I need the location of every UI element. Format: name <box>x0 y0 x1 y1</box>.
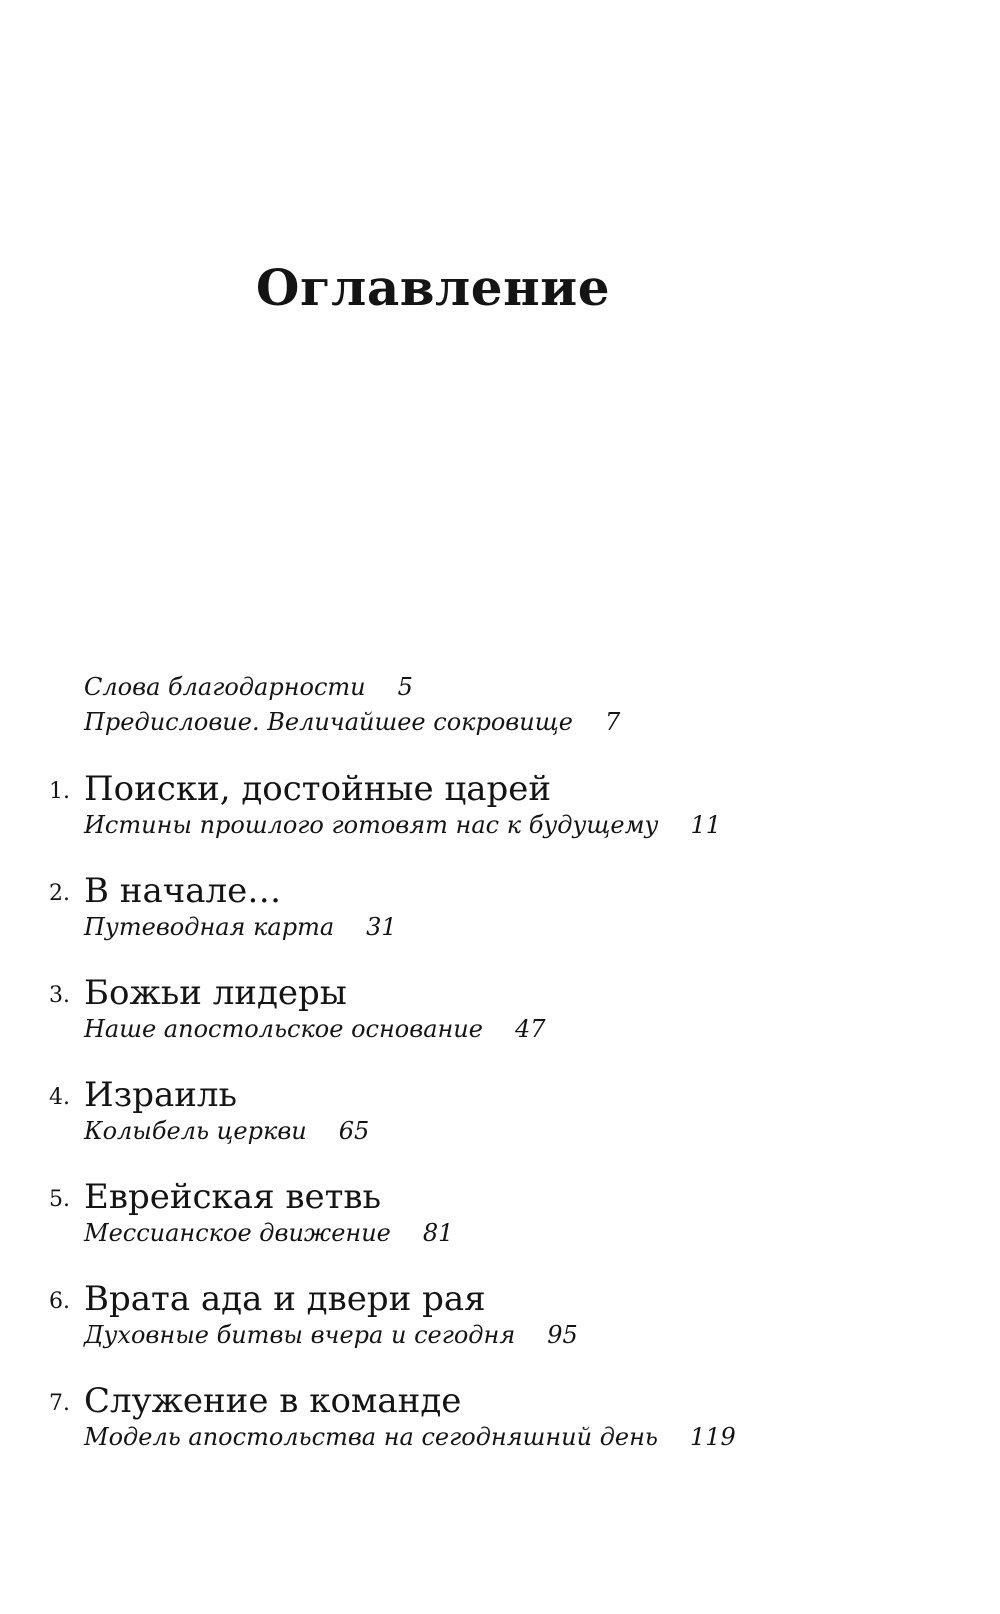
toc-chapter-1[interactable] <box>0 768 960 848</box>
chapter-page-number: 95 <box>547 1321 578 1349</box>
entry-page-number: 5 <box>397 673 413 701</box>
subtitle-text: Путеводная карта <box>84 913 335 941</box>
chapter-page-number: 31 <box>366 913 397 941</box>
chapter-subtitle <box>84 1422 736 1452</box>
chapter-number: 6. <box>49 1289 70 1314</box>
chapter-subtitle <box>84 1116 369 1146</box>
chapter-title: Божьи лидеры <box>84 973 347 1013</box>
subtitle-text: Наше апостольское основание <box>84 1015 483 1043</box>
subtitle-text: Колыбель церкви <box>84 1117 307 1145</box>
toc-chapter-7[interactable] <box>0 1380 960 1460</box>
subtitle-text: Модель апостольства на сегодняшний день <box>84 1423 658 1451</box>
entry-page-number: 7 <box>604 708 621 736</box>
chapter-subtitle <box>84 810 721 840</box>
chapter-page-number: 47 <box>514 1015 546 1043</box>
toc-chapter-5[interactable] <box>0 1176 960 1256</box>
chapter-page-number: 119 <box>689 1423 736 1451</box>
toc-chapter-6[interactable] <box>0 1278 960 1358</box>
toc-chapter-2[interactable] <box>0 870 960 950</box>
entry-label: Предисловие. Величайшее сокровище <box>84 708 573 736</box>
chapter-page-number: 65 <box>338 1117 370 1145</box>
chapter-title: Еврейская ветвь <box>84 1177 382 1217</box>
subtitle-text: Истины прошлого готовят нас к будущему <box>84 811 659 839</box>
chapter-subtitle <box>84 1218 453 1248</box>
chapter-title: Поиски, достойные царей <box>84 769 552 809</box>
chapter-title: Служение в команде <box>84 1381 462 1421</box>
page-title: Оглавление <box>255 258 611 317</box>
chapter-number: 3. <box>49 983 70 1008</box>
subtitle-text: Мессианское движение <box>84 1219 391 1247</box>
chapter-number: 1. <box>49 779 70 804</box>
chapter-subtitle <box>84 1014 546 1044</box>
chapter-number: 2. <box>49 881 70 906</box>
entry-label: Слова благодарности <box>84 673 366 701</box>
toc-chapter-3[interactable] <box>0 972 960 1052</box>
toc-chapter-4[interactable] <box>0 1074 960 1154</box>
subtitle-text: Духовные битвы вчера и сегодня <box>84 1321 516 1349</box>
chapter-title: В начале… <box>84 871 282 911</box>
chapter-number: 7. <box>49 1391 70 1416</box>
chapter-page-number: 81 <box>422 1219 454 1247</box>
chapter-subtitle <box>84 1320 578 1350</box>
chapter-number: 4. <box>49 1085 70 1110</box>
chapter-subtitle <box>84 912 397 942</box>
chapter-page-number: 11 <box>690 811 721 839</box>
toc-entry-acknowledgements[interactable] <box>84 672 413 702</box>
chapter-title: Израиль <box>84 1075 237 1115</box>
chapter-title: Врата ада и двери рая <box>84 1279 486 1319</box>
toc-entry-preface[interactable] <box>84 707 620 737</box>
chapter-number: 5. <box>49 1187 70 1212</box>
